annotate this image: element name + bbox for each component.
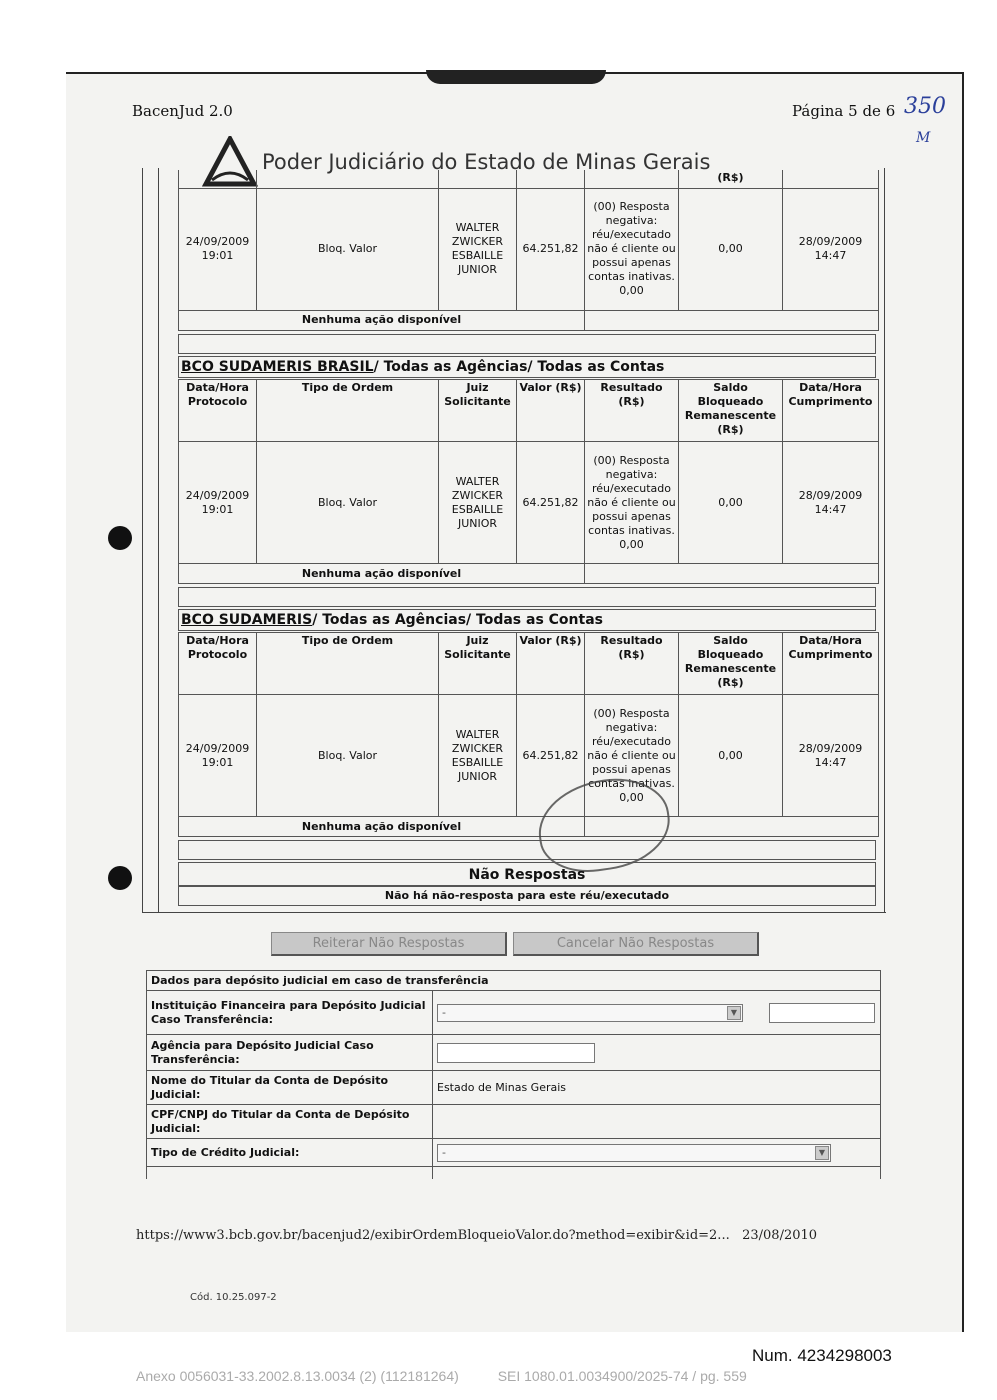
header-tipo-ordem: Tipo de Ordem	[257, 633, 439, 695]
annex-text: Anexo 0056031-33.2002.8.13.0034 (2) (112181264)	[136, 1368, 459, 1384]
saldo-header-fragment: (R$)	[679, 170, 783, 188]
cell-cumprimento: 28/09/2009 14:47	[783, 442, 879, 564]
header-protocolo: Data/Hora Protocolo	[179, 633, 257, 695]
footer-date: 23/08/2010	[742, 1228, 818, 1243]
nao-respostas-text: Não há não-resposta para este réu/executado	[178, 886, 876, 906]
no-action-text: Nenhuma ação disponível	[179, 310, 585, 330]
instituicao-label: Instituição Financeira para Depósito Judicial Caso Transferência:	[147, 991, 433, 1035]
header-resultado: Resultado (R$)	[585, 380, 679, 442]
footer-url: https://www3.bcb.gov.br/bacenjud2/exibirOrdemBloqueioValor.do?method=exibir&id=2...	[136, 1228, 730, 1243]
table-header-row	[179, 633, 879, 695]
bank-title	[178, 609, 876, 631]
action-row	[179, 310, 879, 330]
cpf-label: CPF/CNPJ do Titular da Conta de Depósito Judicial:	[147, 1105, 433, 1139]
cell-protocolo: 24/09/2009 19:01	[179, 188, 257, 310]
sei-text: SEI 1080.01.0034900/2025-74 / pg. 559	[497, 1368, 747, 1384]
agencia-label: Agência para Depósito Judicial Caso Transferência:	[147, 1035, 433, 1071]
table-header-row	[179, 380, 879, 442]
deposit-table	[146, 970, 881, 1179]
cell-protocolo: 24/09/2009 19:01	[179, 695, 257, 817]
bank-name: BCO SUDAMERIS BRASIL	[181, 359, 374, 375]
cell-juiz: WALTER ZWICKER ESBAILLE JUNIOR	[439, 188, 517, 310]
cell-valor: 64.251,82	[517, 695, 585, 817]
cell-tipo-ordem: Bloq. Valor	[257, 442, 439, 564]
no-action-text: Nenhuma ação disponível	[179, 564, 585, 584]
page-info: Página 5 de 6	[792, 102, 896, 120]
scanned-page	[66, 72, 964, 1332]
cell-valor: 64.251,82	[517, 188, 585, 310]
outer-frame-line	[142, 168, 143, 912]
bank-title	[178, 356, 876, 378]
cancelar-button[interactable]: Cancelar Não Respostas	[513, 932, 759, 956]
no-action-text: Nenhuma ação disponível	[179, 817, 585, 837]
cell-tipo-ordem: Bloq. Valor	[257, 188, 439, 310]
punch-hole	[108, 866, 132, 890]
document-number: Num. 4234298003	[752, 1346, 892, 1365]
tipo-credito-label: Tipo de Crédito Judicial:	[147, 1139, 433, 1167]
spacer-row	[178, 587, 876, 607]
header-tipo-ordem: Tipo de Ordem	[257, 380, 439, 442]
bank-scope: / Todas as Agências/ Todas as Contas	[373, 359, 665, 375]
header-valor: Valor (R$)	[517, 380, 585, 442]
instituicao-code-input[interactable]	[769, 1003, 875, 1023]
outer-frame-line	[142, 912, 886, 913]
bank-name: BCO SUDAMERIS	[181, 612, 313, 628]
chevron-down-icon: ▼	[815, 1146, 829, 1160]
order-table-1	[178, 170, 879, 331]
reiterar-button[interactable]: Reiterar Não Respostas	[271, 932, 507, 956]
header-juiz: Juiz Solicitante	[439, 633, 517, 695]
footer-url-line	[136, 1228, 817, 1243]
spacer-row	[178, 334, 876, 354]
tipo-credito-select[interactable]	[437, 1144, 831, 1162]
cpf-value	[433, 1105, 881, 1139]
app-name: BacenJud 2.0	[132, 102, 233, 120]
header-valor: Valor (R$)	[517, 633, 585, 695]
binder-clip	[426, 70, 606, 84]
header-saldo: Saldo Bloqueado Remanescente (R$)	[679, 633, 783, 695]
table-header-fragment-row	[179, 170, 879, 188]
header-juiz: Juiz Solicitante	[439, 380, 517, 442]
titular-label: Nome do Titular da Conta de Depósito Judicial:	[147, 1071, 433, 1105]
cell-protocolo: 24/09/2009 19:01	[179, 442, 257, 564]
tipo-credito-selected: -	[442, 1145, 446, 1159]
spacer-row	[178, 840, 876, 860]
cell-resultado: (00) Resposta negativa: réu/executado não é cliente ou possui apenas contas inativas. 0,00	[585, 695, 679, 817]
chevron-down-icon: ▼	[727, 1006, 741, 1020]
cell-saldo: 0,00	[679, 442, 783, 564]
handwritten-initial: M	[916, 130, 931, 146]
handwritten-number: 350	[904, 94, 946, 119]
cell-resultado: (00) Resposta negativa: réu/executado não é cliente ou possui apenas contas inativas. 0,00	[585, 442, 679, 564]
punch-hole	[108, 526, 132, 550]
header-cumprimento: Data/Hora Cumprimento	[783, 633, 879, 695]
order-table-2	[178, 379, 879, 584]
nao-respostas-title: Não Respostas	[178, 862, 876, 886]
header-protocolo: Data/Hora Protocolo	[179, 380, 257, 442]
cell-cumprimento: 28/09/2009 14:47	[783, 188, 879, 310]
cell-juiz: WALTER ZWICKER ESBAILLE JUNIOR	[439, 695, 517, 817]
agencia-input[interactable]	[437, 1043, 595, 1063]
court-title: Poder Judiciário do Estado de Minas Gerais	[262, 150, 711, 174]
cell-juiz: WALTER ZWICKER ESBAILLE JUNIOR	[439, 442, 517, 564]
cell-saldo: 0,00	[679, 695, 783, 817]
cell-saldo: 0,00	[679, 188, 783, 310]
order-table-3	[178, 632, 879, 837]
titular-value: Estado de Minas Gerais	[433, 1071, 881, 1105]
table-row	[179, 188, 879, 310]
table-row	[179, 442, 879, 564]
annex-line	[136, 1368, 747, 1384]
action-row	[179, 817, 879, 837]
header-resultado: Resultado (R$)	[585, 633, 679, 695]
outer-frame-line	[884, 168, 885, 912]
header-saldo: Saldo Bloqueado Remanescente (R$)	[679, 380, 783, 442]
instituicao-select[interactable]	[437, 1004, 743, 1022]
cell-valor: 64.251,82	[517, 442, 585, 564]
header-cumprimento: Data/Hora Cumprimento	[783, 380, 879, 442]
action-row	[179, 564, 879, 584]
bank-scope: / Todas as Agências/ Todas as Contas	[312, 612, 603, 628]
table-row	[179, 695, 879, 817]
outer-frame-line	[158, 168, 159, 912]
cell-tipo-ordem: Bloq. Valor	[257, 695, 439, 817]
instituicao-selected: -	[442, 1005, 446, 1019]
form-code: Cód. 10.25.097-2	[190, 1292, 277, 1303]
cell-cumprimento: 28/09/2009 14:47	[783, 695, 879, 817]
cell-resultado: (00) Resposta negativa: réu/executado não é cliente ou possui apenas contas inativas. 0,00	[585, 188, 679, 310]
deposit-title: Dados para depósito judicial em caso de transferência	[147, 971, 881, 991]
